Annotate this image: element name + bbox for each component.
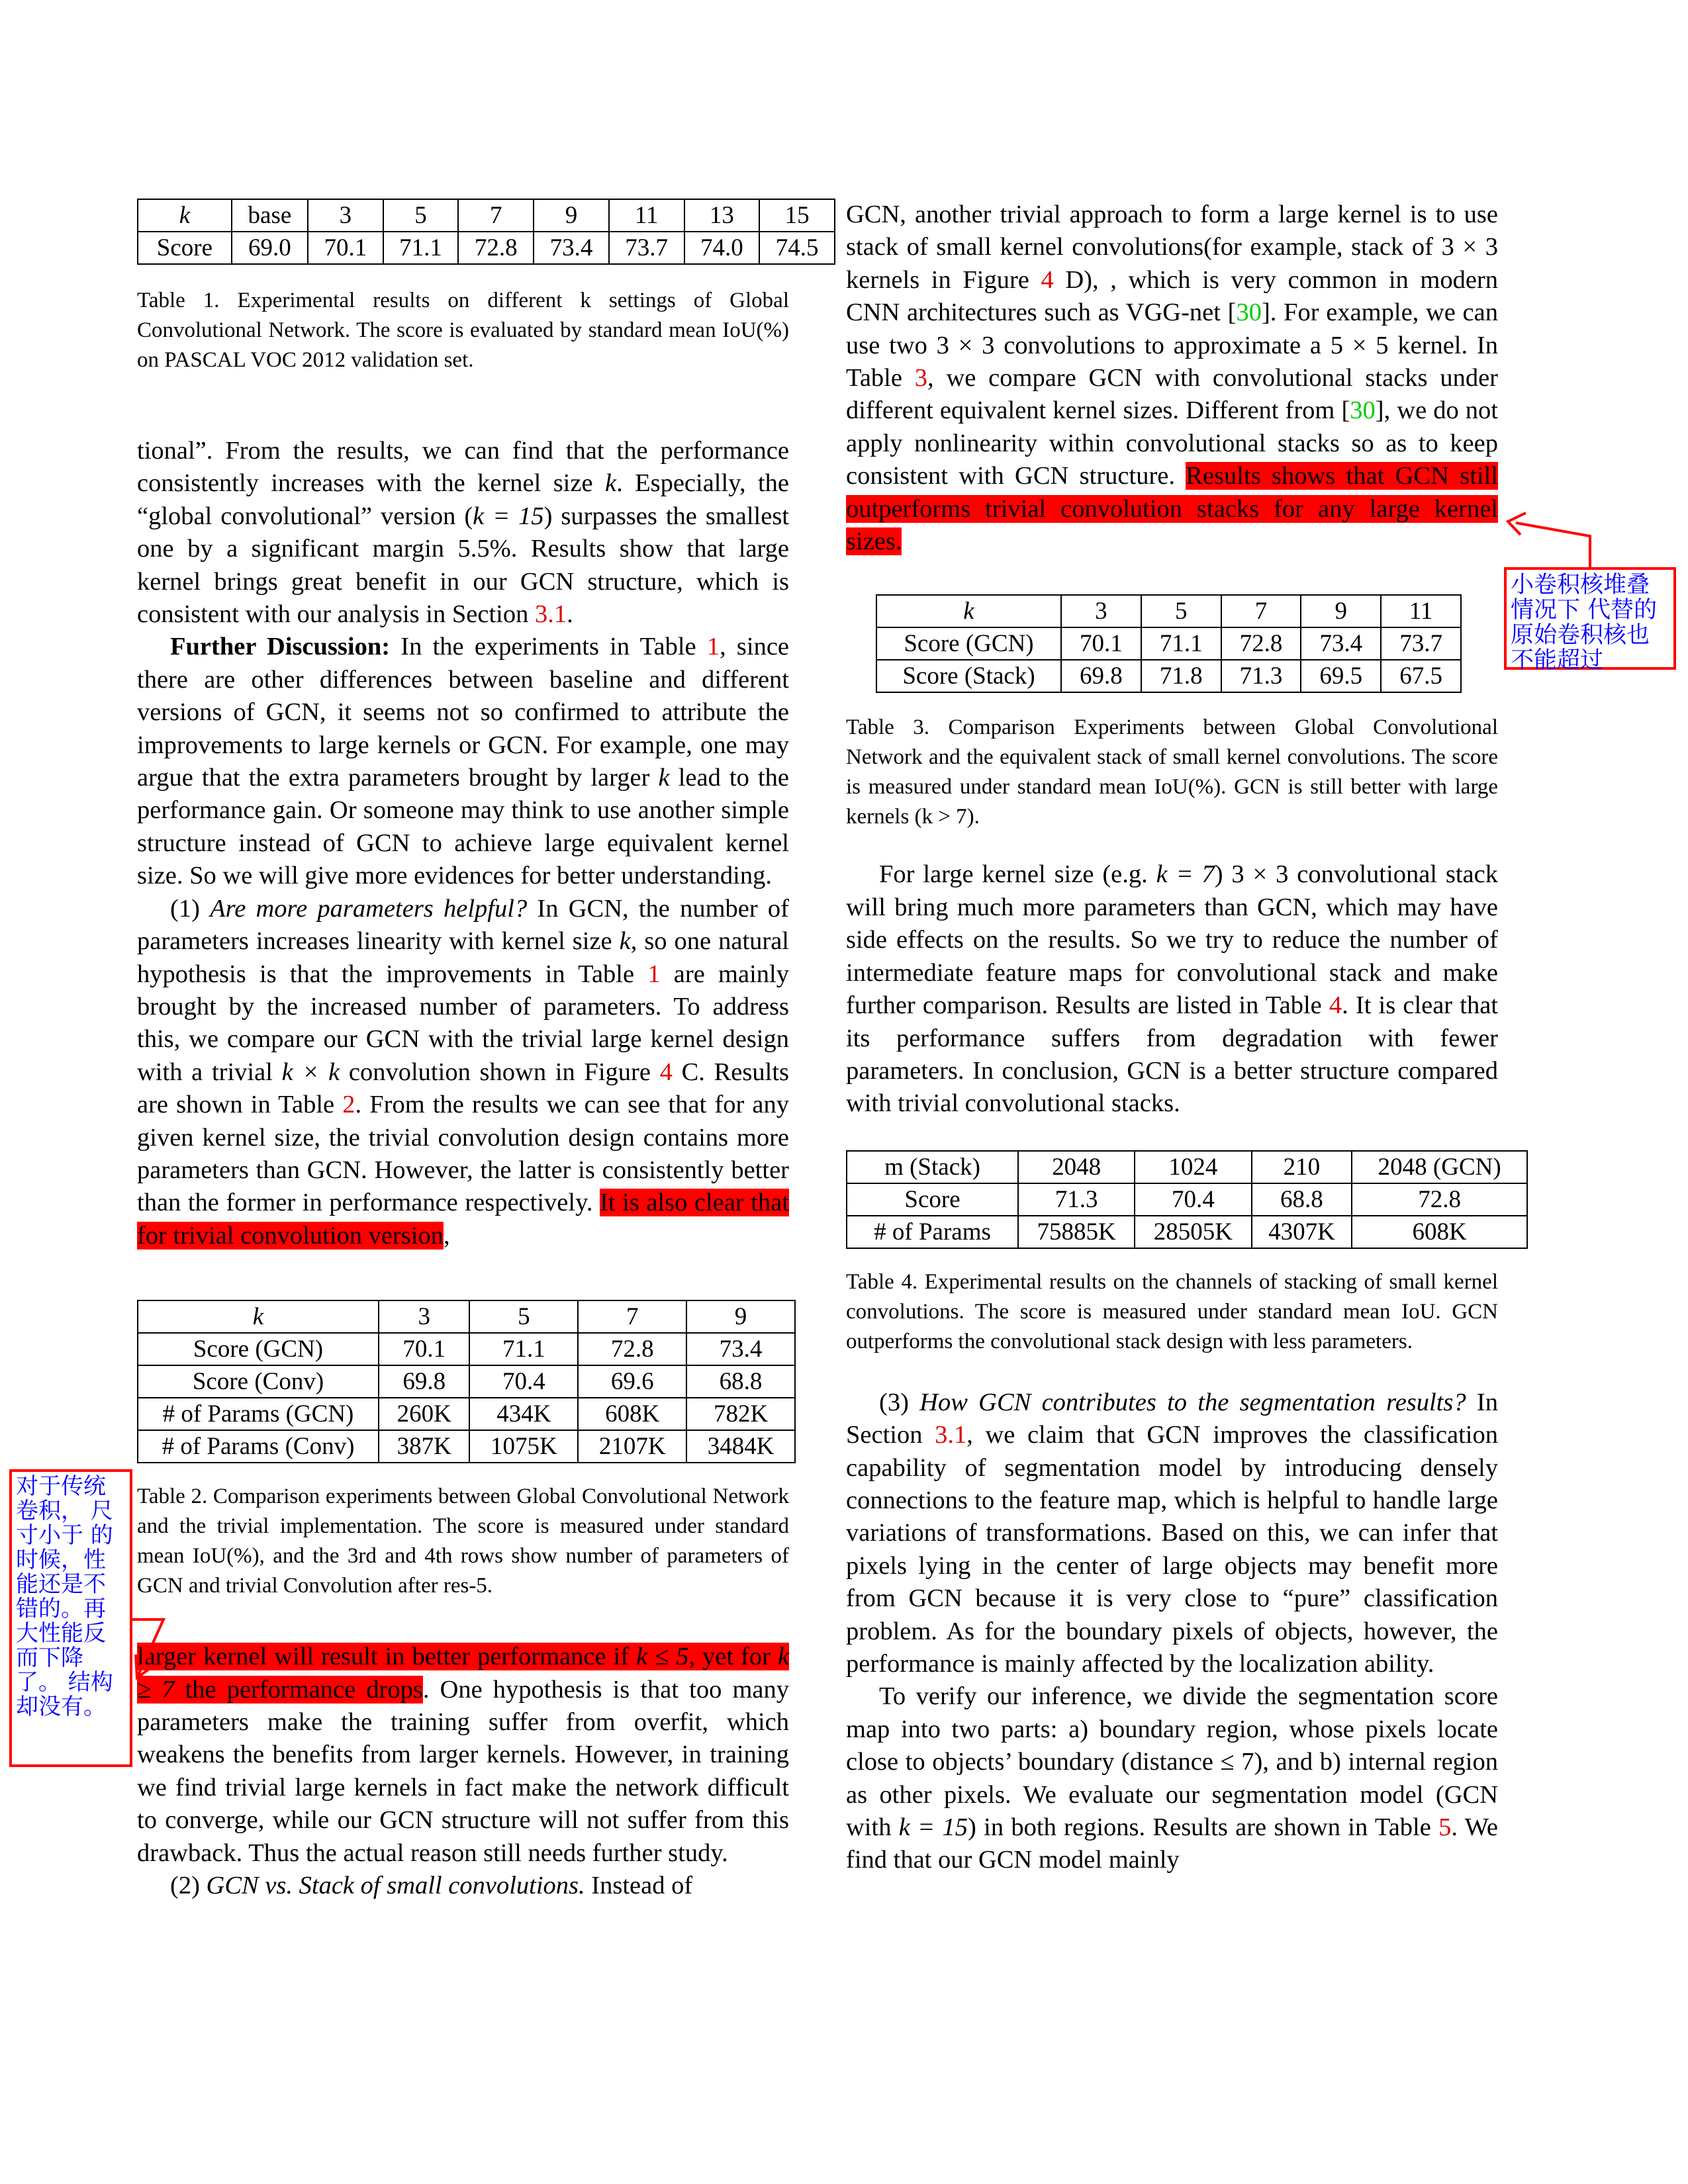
highlighted-text: Results shows that GCN still outperforms trivial convolution stacks for any large kernel sizes.	[846, 462, 1498, 556]
table-cell: # of Params (Conv)	[138, 1430, 379, 1463]
table-cell: 72.8	[1221, 627, 1301, 660]
table-cell: 2048 (GCN)	[1352, 1151, 1527, 1183]
table-cell: m (Stack)	[847, 1151, 1018, 1183]
table-link[interactable]: 1	[647, 960, 661, 988]
math-k: k	[604, 469, 617, 498]
table-cell: 72.8	[458, 232, 534, 264]
text: the performance drops	[174, 1675, 423, 1704]
table-link[interactable]: 3	[914, 364, 928, 392]
text: In GCN, the number of parameters increases linearity with kernel size	[137, 894, 789, 956]
highlighted-text: It is also clear that for trivial convolution version	[137, 1189, 789, 1250]
paragraph-heading: Further Discussion:	[170, 633, 391, 661]
text: To verify our inference, we divide the segmentation score map into two parts: a) boundary region, whose pixels locate close to objects’ boundary (distance ≤ 7), and b) internal region as other pixels. We evaluate our segmentation model (GCN with	[846, 1682, 1498, 1841]
table-cell: 70.1	[379, 1333, 469, 1365]
math-kxk: k × k	[281, 1058, 340, 1086]
text: D), , which is very common in modern CNN architectures such as VGG-net [	[846, 265, 1499, 327]
table-cell: 71.3	[1018, 1183, 1135, 1216]
table-cell: Score (Stack)	[876, 660, 1061, 692]
table-cell: 71.1	[469, 1333, 578, 1365]
annotation-note-right[interactable]: 小卷积核堆叠情况下 代替的原始卷积核也不能超过	[1504, 567, 1676, 670]
text: . From the results we can see that for any given kernel size, the trivial convolution design contains more parameters than GCN. However, the latter is consistently better than the former in performance respectively.	[137, 1091, 789, 1217]
table-cell: 434K	[469, 1398, 578, 1430]
table-cell: 260K	[379, 1398, 469, 1430]
text: ) in both regions. Results are shown in Table	[967, 1813, 1439, 1841]
table-cell: # of Params	[847, 1216, 1018, 1248]
table-cell: 74.5	[759, 232, 835, 264]
table-link[interactable]: 1	[706, 633, 720, 661]
table-link[interactable]: 4	[1329, 991, 1342, 1020]
table-cell: 69.8	[379, 1365, 469, 1398]
section-link[interactable]: 3.1	[534, 600, 567, 629]
table-cell: 9	[1301, 595, 1381, 627]
table-cell: 3	[308, 199, 383, 232]
table-cell: 387K	[379, 1430, 469, 1463]
table-cell: 70.1	[308, 232, 383, 264]
math-k: k	[658, 764, 670, 792]
table-cell: 9	[534, 199, 609, 232]
table-cell: 15	[759, 199, 835, 232]
table-cell: 74.0	[684, 232, 760, 264]
table-cell: 70.4	[469, 1365, 578, 1398]
table-cell: k	[138, 199, 232, 232]
citation-link[interactable]: 30	[1350, 396, 1376, 425]
table-cell: 71.8	[1141, 660, 1221, 692]
table-cell: 1024	[1135, 1151, 1251, 1183]
table-cell: 2048	[1018, 1151, 1135, 1183]
text: Instead of	[585, 1872, 693, 1899]
table-cell: 5	[1141, 595, 1221, 627]
table-4-caption: Table 4. Experimental results on the channels of stacking of small kernel convolutions. The score is measured under standard mean IoU. GCN outperforms the convolutional stack design with less parameters.	[846, 1269, 1498, 1353]
table-cell: 28505K	[1135, 1216, 1251, 1248]
table-cell: 1075K	[469, 1430, 578, 1463]
text: , yet for	[688, 1643, 778, 1671]
text: (2)	[170, 1872, 207, 1899]
text: . One hypothesis is that too many parameters make the training suffer from overfit, which weakens the benefits from larger kernels. However, in training we find trivial large kernels in fact make the network difficult to converge, while our GCN structure will not suffer from this drawback. Thus the actual reason still needs further study.	[137, 1675, 789, 1867]
table-cell: Score	[138, 232, 232, 264]
table-cell: 73.4	[534, 232, 609, 264]
table-cell: 3484K	[686, 1430, 795, 1463]
text: .	[567, 600, 573, 629]
figure-link[interactable]: 4	[659, 1058, 673, 1086]
table-cell: 210	[1252, 1151, 1352, 1183]
text: C. Results are shown in Table	[137, 1058, 790, 1119]
figure-link[interactable]: 4	[1041, 265, 1054, 294]
table-cell: 608K	[1352, 1216, 1527, 1248]
table-cell: 71.1	[1141, 627, 1221, 660]
table-cell: 608K	[578, 1398, 686, 1430]
math-k: k	[619, 927, 631, 956]
text: . It is clear that its performance suffers from degradation with fewer parameters. In conclusion, GCN is a better structure compared with trivial convolutional stacks.	[846, 991, 1498, 1118]
math-eq: k = 15	[898, 1813, 968, 1841]
table-cell: Score (GCN)	[138, 1333, 379, 1365]
text: (1)	[170, 894, 211, 923]
math-eq: k = 15	[473, 502, 544, 530]
table-cell: Score	[847, 1183, 1018, 1216]
table-cell: 3	[379, 1300, 469, 1333]
text: , so one natural hypothesis is that the improvements in Table	[137, 927, 789, 988]
text: ,	[443, 1221, 450, 1250]
table-cell: 67.5	[1381, 660, 1461, 692]
table-1-caption: Table 1. Experimental results on different k settings of Global Convolutional Network. The score is evaluated by standard mean IoU(%) on PASCAL VOC 2012 validation set.	[137, 289, 789, 372]
text: , since there are other differences between baseline and different versions of GCN, it seems not so confirmed to attribute the improvements to large kernels or GCN. For example, one may argue that the extra parameters brought by larger	[137, 633, 790, 792]
table-cell: 11	[1381, 595, 1461, 627]
table-cell: 69.6	[578, 1365, 686, 1398]
table-cell: base	[232, 199, 308, 232]
text: ], we do not apply nonlinearity within convolutional stacks so as to keep consistent with GCN structure.	[846, 396, 1498, 490]
text: ) surpasses the smallest one by a significant margin 5.5%. Results show that large kernel brings great benefit in our GCN structure, which is consistent with our analysis in Section	[137, 502, 789, 629]
table-cell: 71.3	[1221, 660, 1301, 692]
table-cell: 69.5	[1301, 660, 1381, 692]
text: . Especially, the “global convolutional” version (	[137, 469, 790, 530]
text: ]. For example, we can use two 3 × 3 convolutions to approximate a 5 × 5 kernel. In Table	[846, 298, 1498, 392]
math-eq: k ≤ 5	[636, 1643, 689, 1671]
table-cell: 73.4	[686, 1333, 795, 1365]
table-link[interactable]: 2	[342, 1091, 355, 1119]
table-cell: 69.8	[1061, 660, 1141, 692]
table-cell: 72.8	[1352, 1183, 1527, 1216]
table-2-caption: Table 2. Comparison experiments between Global Convolutional Network and the trivial implementation. The score is measured under standard mean IoU(%), and the 3rd and 4th rows show number of parameters of GCN and trivial Convolution after res-5.	[137, 1484, 789, 1598]
table-cell: 11	[609, 199, 684, 232]
citation-link[interactable]: 30	[1236, 298, 1262, 327]
table-cell: 13	[684, 199, 760, 232]
table-cell: 3	[1061, 595, 1141, 627]
table-link[interactable]: 5	[1438, 1813, 1452, 1841]
table-cell: 75885K	[1018, 1216, 1135, 1248]
table-cell: # of Params (GCN)	[138, 1398, 379, 1430]
question-heading: Are more parameters helpful?	[210, 894, 528, 923]
text: lead to the performance gain. Or someone may think to use another simple structure instead of GCN to achieve large equivalent kernel size. So we will give more evidences for better understanding.	[137, 764, 790, 890]
table-cell: 5	[383, 199, 459, 232]
table-cell: 73.4	[1301, 627, 1381, 660]
table-cell: k	[876, 595, 1061, 627]
question-heading: GCN vs. Stack of small convolutions.	[206, 1872, 585, 1899]
table-cell: 69.0	[232, 232, 308, 264]
table-cell: 72.8	[578, 1333, 686, 1365]
table-cell: 68.8	[1252, 1183, 1352, 1216]
table-cell: 70.4	[1135, 1183, 1251, 1216]
table-cell: 4307K	[1252, 1216, 1352, 1248]
text: In the experiments in Table	[390, 633, 707, 661]
table-cell: 7	[578, 1300, 686, 1333]
table-cell: Score (GCN)	[876, 627, 1061, 660]
table-cell: 73.7	[1381, 627, 1461, 660]
math-eq: k ≥ 7	[137, 1643, 789, 1704]
text: For large kernel size (e.g.	[879, 860, 1156, 889]
table-cell: 7	[1221, 595, 1301, 627]
table-3-caption: Table 3. Comparison Experiments between Global Convolutional Network and the equivalent stack of small kernel convolutions. The score is measured under standard mean IoU(%). GCN is still better with large kernels (k > 7).	[846, 715, 1498, 829]
text: . We find that our GCN model mainly	[846, 1813, 1498, 1874]
text: tional”. From the results, we can find that the performance consistently increases with the kernel size	[137, 437, 789, 498]
table-cell: 73.7	[609, 232, 684, 264]
table-cell: 2107K	[578, 1430, 686, 1463]
text: ) 3 × 3 convolutional stack will bring much more parameters than GCN, which may have side effects on the results. So we try to reduce the number of intermediate feature maps for convolutional stack and make further comparison. Results are listed in Table	[846, 860, 1498, 1020]
text: , we claim that GCN improves the classification capability of segmentation model by introducing densely connections to the feature map, which is helpful to handle large variations of transformations. Based on this, we can infer that pixels lying in the center of large objects may benefit more from GCN because it is very close to “pure” classification problem. As for the boundary pixels of objects, however, the performance is mainly affected by the localization ability.	[846, 1421, 1498, 1678]
table-cell: 9	[686, 1300, 795, 1333]
section-link[interactable]: 3.1	[935, 1421, 967, 1449]
text: larger kernel will result in better performance if	[137, 1643, 637, 1671]
table-cell: 782K	[686, 1398, 795, 1430]
table-cell: 70.1	[1061, 627, 1141, 660]
table-cell: 71.1	[383, 232, 459, 264]
text: convolution shown in Figure	[340, 1058, 660, 1086]
text: GCN, another trivial approach to form a large kernel is to use stack of small kernel convolutions(for example, stack of 3 × 3 kernels in Figure	[846, 201, 1498, 294]
table-cell: Score (Conv)	[138, 1365, 379, 1398]
text: are mainly brought by the increased number of parameters. To address this, we compare our GCN with the trivial large kernel design with a trivial	[137, 960, 789, 1086]
table-cell: 5	[469, 1300, 578, 1333]
table-cell: 7	[458, 199, 534, 232]
text: (3)	[879, 1388, 920, 1416]
text: , we compare GCN with convolutional stacks under different equivalent kernel sizes. Different from [	[846, 364, 1499, 425]
table-cell: k	[138, 1300, 379, 1333]
math-eq: k = 7	[1156, 860, 1215, 889]
table-cell: 68.8	[686, 1365, 795, 1398]
question-heading: How GCN contributes to the segmentation results?	[919, 1388, 1466, 1416]
text: In Section	[846, 1388, 1498, 1449]
annotation-note-left[interactable]: 对于传统卷积， 尺寸小于 的时候，性能还是不错的。再大性能反而下降了。 结构却没有。	[9, 1469, 132, 1767]
